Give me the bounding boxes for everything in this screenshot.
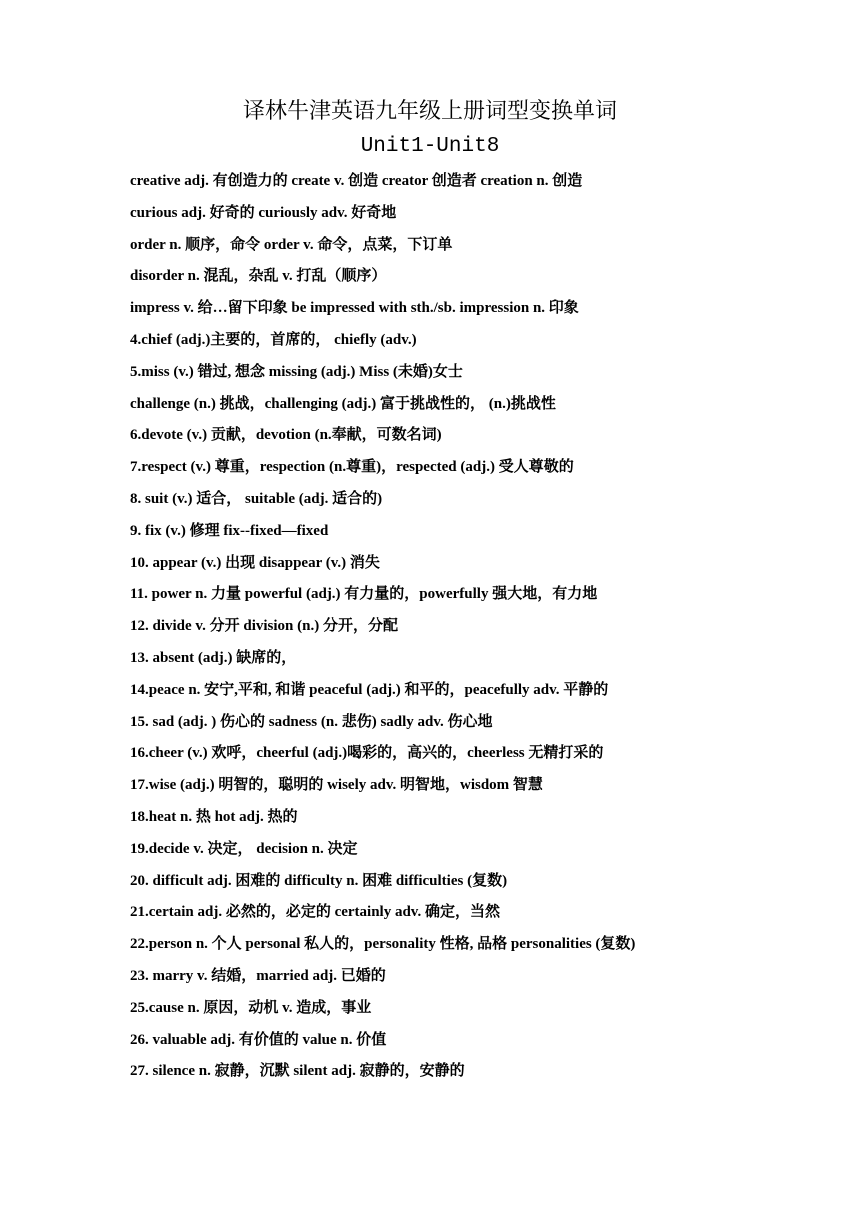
vocab-line: challenge (n.) 挑战，challenging (adj.) 富于挑战性的， (n.)挑战性 <box>130 395 556 412</box>
vocab-line: 19.decide v. 决定， decision n. 决定 <box>130 840 358 857</box>
document-subtitle: Unit1-Unit8 <box>360 135 500 158</box>
vocab-line: impress v. 给…留下印象 be impressed with sth./sb. impression n. 印象 <box>130 300 579 317</box>
vocab-line: 21.certain adj. 必然的，必定的 certainly adv. 确定，当然 <box>130 904 500 921</box>
vocab-line: 15. sad (adj. ) 伤心的 sadness (n. 悲伤) sadly adv. 伤心地 <box>130 713 493 730</box>
vocab-line: 12. divide v. 分开 division (n.) 分开，分配 <box>130 618 398 635</box>
vocab-line: curious adj. 好奇的 curiously adv. 好奇地 <box>130 204 397 221</box>
vocab-line: creative adj. 有创造力的 create v. 创造 creator 创造者 creation n. 创造 <box>130 173 583 189</box>
vocab-line: 26. valuable adj. 有价值的 value n. 价值 <box>130 1031 387 1048</box>
vocab-line: 6.devote (v.) 贡献，devotion (n.奉献，可数名词) <box>130 427 442 444</box>
vocab-line: 16.cheer (v.) 欢呼，cheerful (adj.)喝彩的，高兴的，cheerless 无精打采的 <box>130 745 604 762</box>
vocab-line: 9. fix (v.) 修理 fix--fixed—fixed <box>130 522 329 539</box>
vocab-line: 14.peace n. 安宁,平和, 和谐 peaceful (adj.) 和平的，peacefully adv. 平静的 <box>130 681 609 698</box>
vocab-line: 13. absent (adj.) 缺席的， <box>130 649 297 666</box>
vocab-line: 5.miss (v.) 错过, 想念 missing (adj.) Miss (未婚)女士 <box>130 363 463 380</box>
vocab-line: 8. suit (v.) 适合， suitable (adj. 适合的) <box>130 490 383 507</box>
vocab-line: 20. difficult adj. 困难的 difficulty n. 困难 difficulties (复数) <box>130 872 508 889</box>
vocab-line: disorder n. 混乱，杂乱 v. 打乱（顺序） <box>130 268 387 285</box>
vocabulary-list <box>130 166 840 1088</box>
vocab-line: 7.respect (v.) 尊重，respection (n.尊重)，respected (adj.) 受人尊敬的 <box>130 459 574 476</box>
vocab-line: 18.heat n. 热 hot adj. 热的 <box>130 808 298 825</box>
document-title: 译林牛津英语九年级上册词型变换单词 <box>242 99 617 124</box>
vocab-line: 11. power n. 力量 powerful (adj.) 有力量的，powerfully 强大地，有力地 <box>130 586 598 603</box>
vocab-line: order n. 顺序，命令 order v. 命令，点菜，下订单 <box>130 236 453 253</box>
vocab-line: 10. appear (v.) 出现 disappear (v.) 消失 <box>130 554 380 571</box>
vocab-line: 4.chief (adj.)主要的，首席的， chiefly (adv.) <box>130 331 417 348</box>
vocab-line: 17.wise (adj.) 明智的，聪明的 wisely adv. 明智地，wisdom 智慧 <box>130 777 543 794</box>
vocab-line: 22.person n. 个人 personal 私人的，personality 性格, 品格 personalities (复数) <box>130 936 636 953</box>
vocab-line: 27. silence n. 寂静，沉默 silent adj. 寂静的，安静的 <box>130 1063 465 1080</box>
vocab-line: 25.cause n. 原因，动机 v. 造成，事业 <box>130 999 372 1016</box>
vocab-line: 23. marry v. 结婚，married adj. 已婚的 <box>130 967 386 984</box>
